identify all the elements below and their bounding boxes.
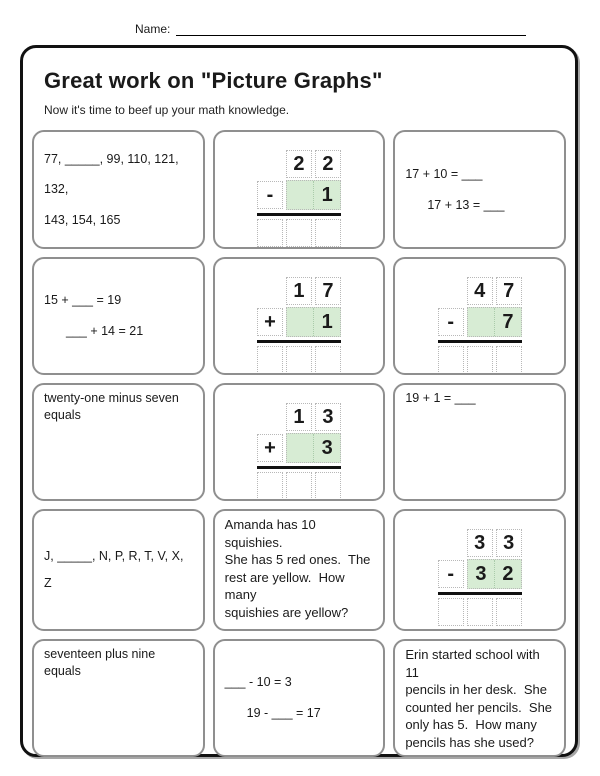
answer-box (467, 598, 493, 626)
highlight-box (286, 180, 341, 210)
problem-text: Erin started school with 11 (405, 647, 544, 680)
problem-text: equals (44, 407, 81, 422)
highlight-digit-box (287, 434, 314, 462)
problem-cell-vertical-addition (213, 383, 386, 501)
highlight-box (467, 559, 522, 589)
vertical-problem (257, 403, 341, 500)
problem-text: J, _____, N, P, R, T, V, X, (44, 549, 184, 564)
problem-text: 143, 154, 165 (44, 212, 121, 227)
highlight-digit-box: 1 (313, 181, 340, 209)
answer-box (257, 219, 283, 247)
answer-box (286, 346, 312, 374)
highlight-digit-box (287, 181, 314, 209)
answer-box (467, 346, 493, 374)
problem-text: She has 5 red ones. The (224, 552, 371, 568)
answer-box (496, 346, 522, 374)
problem-cell-words (32, 639, 205, 757)
problem-text: pencils has she used? (405, 734, 534, 750)
digit-box: 3 (467, 529, 493, 557)
problem-text: ___ + 14 = 21 (66, 324, 144, 338)
vertical-problem (438, 277, 522, 374)
digit-box: 1 (286, 277, 312, 305)
equals-line (438, 592, 522, 595)
page-title: Great work on "Picture Graphs" (44, 68, 383, 93)
problem-text: twenty-one minus seven (44, 391, 179, 405)
digit-box: 2 (286, 150, 312, 178)
digit-box: 4 (467, 277, 493, 305)
problem-text: only has 5. How many (405, 717, 537, 733)
highlight-digit-box: 2 (494, 560, 521, 588)
problem-text: 17 + 13 = ___ (427, 197, 505, 212)
answer-box (286, 472, 312, 500)
digit-box: 2 (315, 150, 341, 178)
problem-cell-vertical-subtraction (213, 130, 386, 249)
highlight-digit-box: 3 (313, 434, 340, 462)
digit-box: 7 (496, 277, 522, 305)
problem-text: pencils in her desk. She (405, 682, 547, 698)
problem-cell-word-problem (393, 639, 566, 757)
highlight-box (286, 433, 341, 463)
problem-cell-vertical-subtraction (393, 257, 566, 375)
problem-text: rest are yellow. How many (224, 569, 349, 603)
highlight-digit-box: 3 (475, 562, 487, 585)
problem-text: squishies are yellow? (224, 604, 349, 620)
problem-grid (32, 130, 566, 757)
highlight-digit-box (287, 308, 314, 336)
operator-box: + (257, 308, 283, 336)
problem-cell-vertical-subtraction (393, 509, 566, 631)
problem-cell-equation (393, 383, 566, 501)
worksheet-header (44, 68, 554, 117)
operator-box: + (257, 434, 283, 462)
answer-box (257, 346, 283, 374)
problem-text: 15 + ___ = 19 (44, 293, 122, 308)
vertical-problem (438, 529, 522, 626)
answer-box (438, 346, 464, 374)
problem-text: 19 + 1 = ___ (405, 391, 476, 405)
page-subtitle: Now it's time to beef up your math knowledge. (44, 103, 290, 117)
highlight-box (286, 307, 341, 337)
problem-text: Z (44, 576, 52, 590)
problem-text: ___ - 10 = 3 (224, 675, 292, 690)
digit-box: 1 (286, 403, 312, 431)
vertical-problem (257, 277, 341, 374)
digit-box: 7 (315, 277, 341, 305)
problem-text: Amanda has 10 squishies. (224, 517, 320, 550)
answer-box (286, 219, 312, 247)
problem-cell-equations (32, 257, 205, 375)
equals-line (257, 213, 341, 216)
digit-box: 3 (315, 403, 341, 431)
problem-cell-vertical-addition (213, 257, 386, 375)
name-label: Name: (135, 22, 171, 36)
problem-cell-words (32, 383, 205, 501)
highlight-digit-box: 7 (494, 308, 521, 336)
problem-cell-equations (393, 130, 566, 249)
operator-box: - (438, 308, 464, 336)
operator-box: - (438, 560, 464, 588)
problem-text: 77, _____, 99, 110, 121, 132, (44, 151, 183, 197)
equals-line (438, 340, 522, 343)
problem-text: 17 + 10 = ___ (405, 166, 483, 181)
digit-box: 3 (496, 529, 522, 557)
name-fill-line (176, 22, 526, 36)
vertical-problem (257, 150, 341, 247)
equals-line (257, 466, 341, 469)
worksheet-frame (20, 45, 578, 757)
problem-cell-sequence (32, 130, 205, 249)
highlight-box (467, 307, 522, 337)
answer-box (315, 219, 341, 247)
problem-text: seventeen plus nine equals (44, 647, 159, 678)
answer-box (257, 472, 283, 500)
problem-text: counted her pencils. She (405, 699, 553, 715)
answer-box (496, 598, 522, 626)
equals-line (257, 340, 341, 343)
highlight-digit-box: 1 (313, 308, 340, 336)
problem-cell-word-problem (213, 509, 386, 631)
problem-text: 19 - ___ = 17 (246, 706, 321, 720)
name-row (135, 22, 526, 36)
operator-box: - (257, 181, 283, 209)
answer-box (438, 598, 464, 626)
answer-box (315, 472, 341, 500)
problem-cell-equations (213, 639, 386, 757)
problem-cell-letter-sequence (32, 509, 205, 631)
highlight-digit-box (468, 308, 495, 336)
answer-box (315, 346, 341, 374)
